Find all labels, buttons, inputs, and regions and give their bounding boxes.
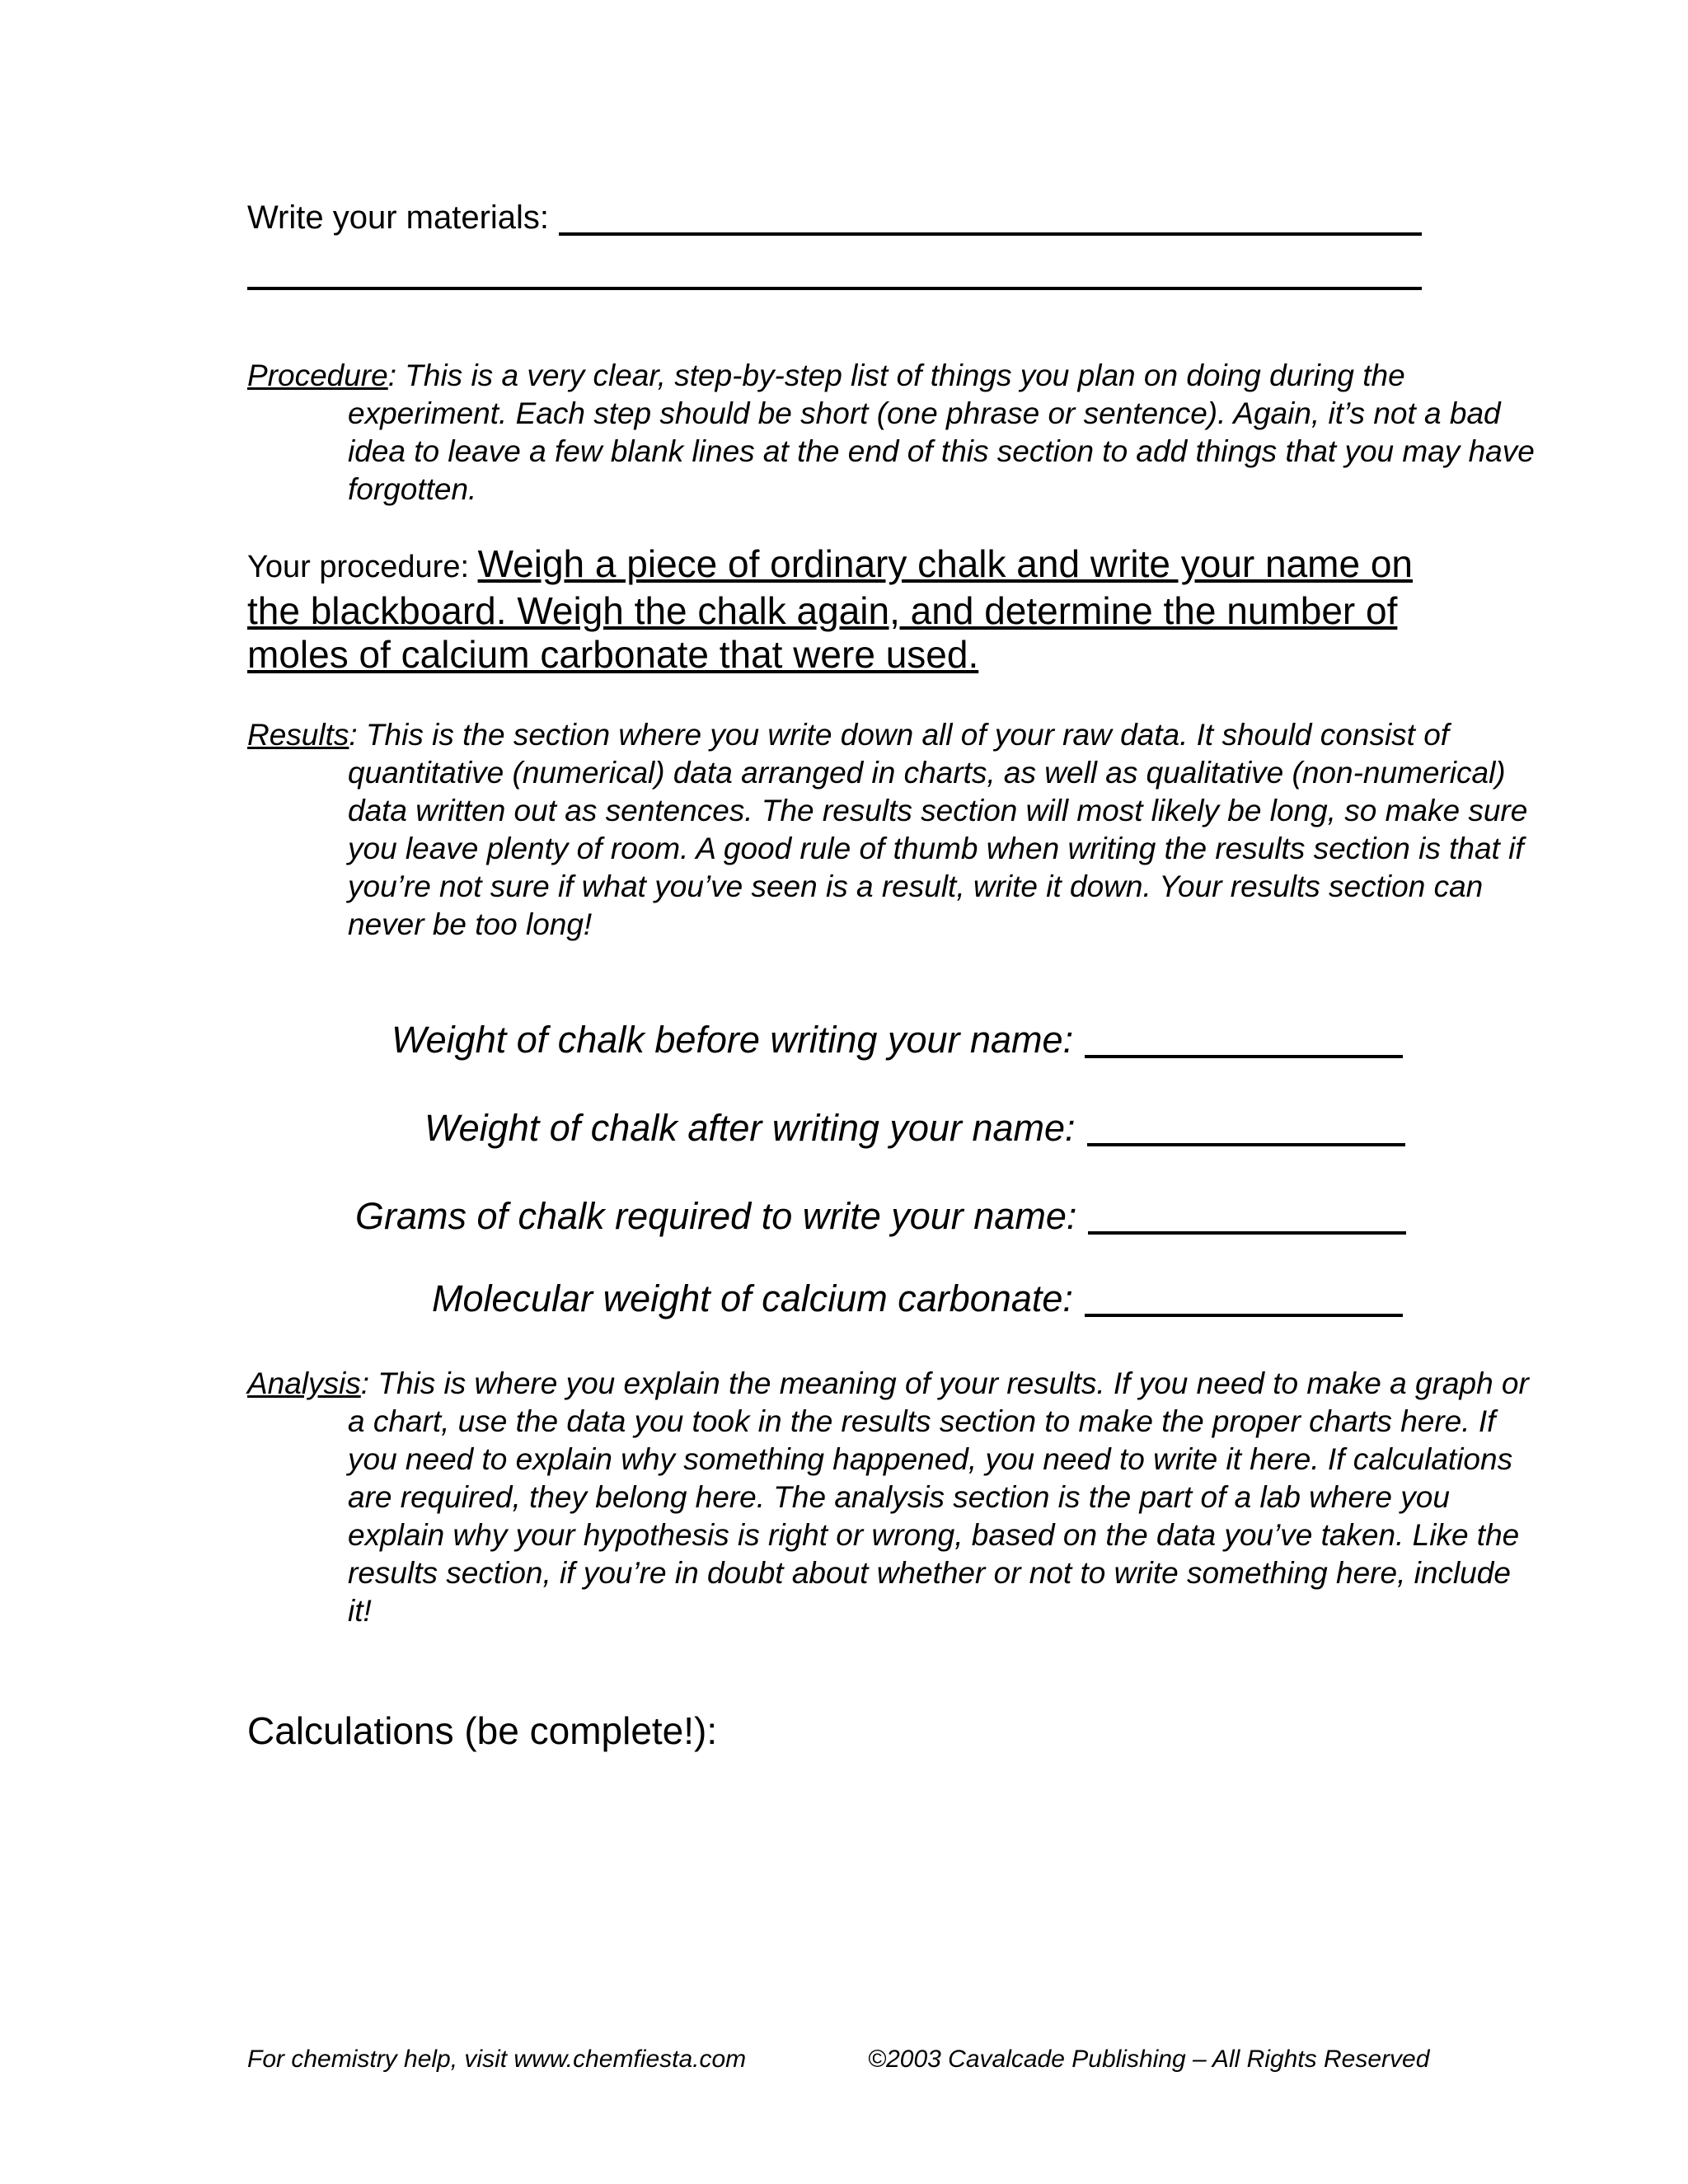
field-weight-after	[424, 1105, 1405, 1151]
field-weight-after-label: Weight of chalk after writing your name:	[424, 1107, 1076, 1149]
procedure-instructions	[247, 357, 1535, 509]
results-text: : This is the section where you write down all of your raw data. It should consist of quantitative (numerical) data arranged in charts, as well as qualitative (non-numerical) data written out as sentences. The results section will most likely be long, so make sure you leave plenty of room. A good rule of thumb when writing the results section is that if you’re not sure if what you’ve seen is a result, write it down. Your results section can never be too long!	[348, 718, 1528, 941]
your-procedure	[247, 542, 1434, 677]
field-grams-required	[355, 1193, 1406, 1240]
materials-answer-line-2	[247, 287, 1422, 290]
procedure-heading: Procedure	[247, 359, 388, 392]
analysis-text: : This is where you explain the meaning of your results. If you need to make a graph or a chart, use the data you took in the results section to make the proper charts here. If you need to explain why something happened, you need to write it here. If calculations are required, they belong here. The analysis section is the part of a lab where you explain why your hypothesis is right or wrong, based on the data you’ve taken. Like the results section, if you’re in doubt about whether or not to write something here, include it!	[348, 1366, 1529, 1628]
field-grams-required-blank	[1088, 1198, 1406, 1235]
results-instructions	[247, 716, 1535, 944]
field-weight-before	[392, 1017, 1403, 1063]
footer-copyright: ©2003 Cavalcade Publishing – All Rights Reserved	[868, 2046, 1430, 2073]
analysis-instructions	[247, 1365, 1535, 1630]
materials-label: Write your materials:	[247, 199, 550, 236]
field-molecular-weight-blank	[1085, 1281, 1403, 1317]
your-procedure-label: Your procedure:	[247, 550, 478, 584]
analysis-heading: Analysis	[247, 1366, 361, 1400]
field-molecular-weight-label: Molecular weight of calcium carbonate:	[432, 1277, 1073, 1319]
procedure-text: : This is a very clear, step-by-step list of things you plan on doing during the experiment. Each step should be short (one phrase or sentence). Again, it’s not a bad idea to leave a few blank lines at the end of this section to add things that you may have forgotten.	[348, 359, 1535, 506]
field-grams-required-label: Grams of chalk required to write your name:	[355, 1195, 1077, 1237]
your-procedure-text: Weigh a piece of ordinary chalk and write your name on the blackboard. Weigh the chalk again, and determine the number of moles of calcium carbonate that were used.	[247, 542, 1414, 676]
field-molecular-weight	[432, 1276, 1403, 1322]
materials-row	[247, 191, 1422, 244]
footer-help-text: For chemistry help, visit www.chemfiesta.com	[247, 2046, 747, 2073]
field-weight-before-label: Weight of chalk before writing your name:	[392, 1019, 1074, 1061]
materials-answer-line	[559, 199, 1422, 236]
results-heading: Results	[247, 718, 349, 752]
calculations-label: Calculations (be complete!):	[247, 1709, 718, 1752]
field-weight-before-blank	[1085, 1022, 1403, 1058]
field-weight-after-blank	[1087, 1110, 1405, 1146]
